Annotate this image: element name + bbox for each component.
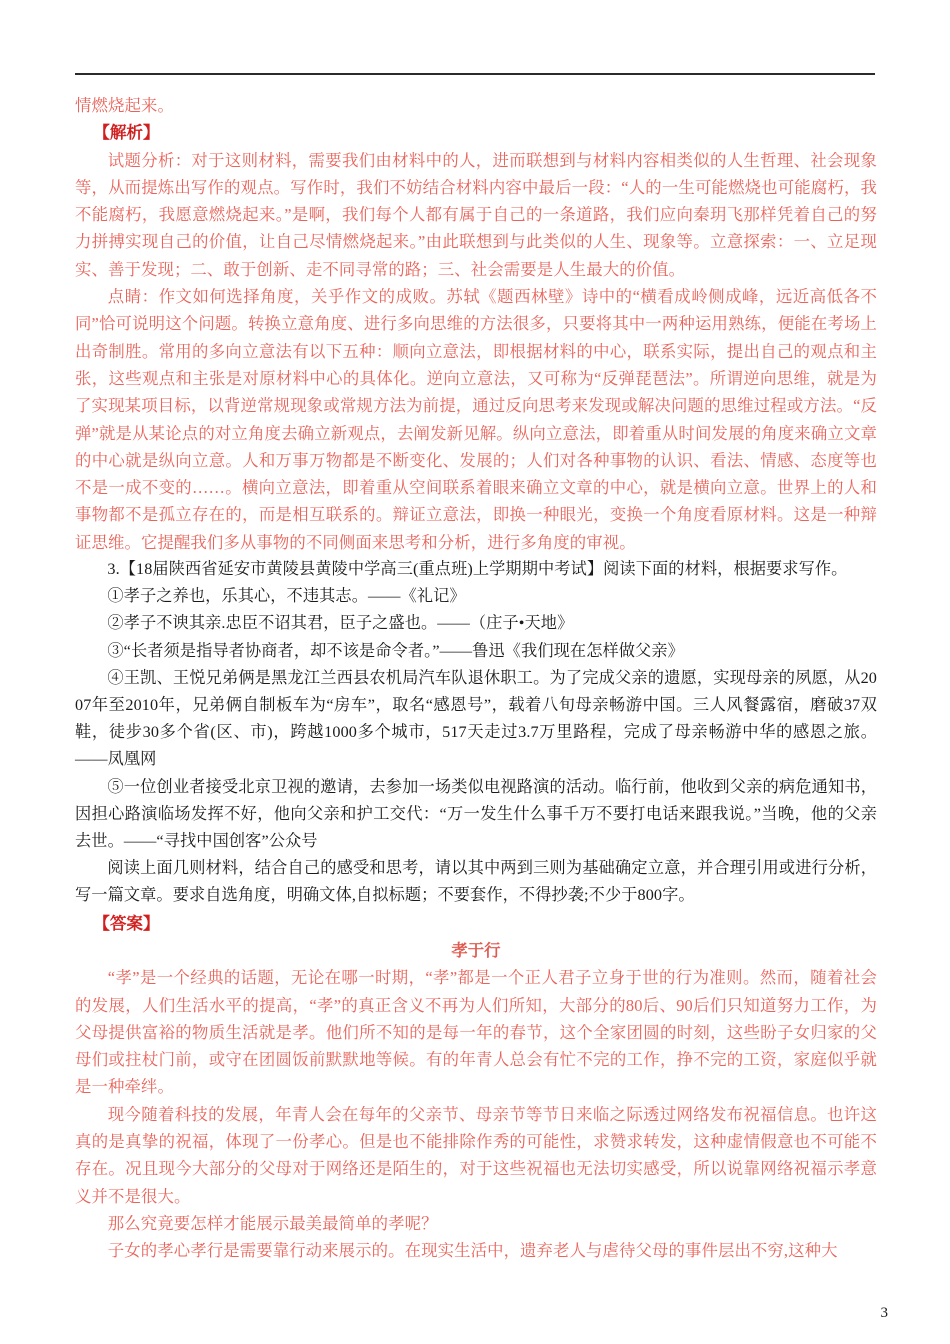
essay-paragraph-4: 子女的孝心孝行是需要靠行动来展示的。在现实生活中，遗弃老人与虐待父母的事件层出不穷,这种大	[107, 1241, 838, 1261]
essay-paragraph-3: 那么究竟要怎样才能展示最美最简单的孝呢？	[107, 1213, 438, 1233]
material-item-4: ④王凯、王悦兄弟俩是黑龙江兰西县农机局汽车队退休职工。为了完成父亲的遗愿，实现母亲的夙愿，从2007年至2010年，兄弟俩自制板车为“房车”，取名“感恩号”，载着八旬母亲畅游中国。三人风餐露宿，磨破37双鞋，徒步30多个省(区、市)，跨越1000多个城市，517天走过3.7万里路程，完成了母亲畅游中华的感恩之旅。——凤凰网	[75, 668, 877, 769]
question-stem: 3.【18届陕西省延安市黄陵县黄陵中学高三(重点班)上学期期中考试】阅读下面的材料，根据要求写作。	[107, 560, 848, 579]
requirement-paragraph: 阅读上面几则材料，结合自己的感受和思考，请以其中两到三则为基础确定立意，并合理引用或进行分析，写一篇文章。要求自选角度，明确文体,自拟标题；不要套作，不得抄袭;不少于800字。	[75, 859, 877, 905]
continuation-line: 情燃烧起来。	[75, 96, 174, 115]
material-item-3: ③“长者须是指导者协商者，却不该是命令者。”——鲁迅《我们现在怎样做父亲》	[107, 641, 684, 660]
material-item-1: ①孝子之养也，乐其心，不违其志。——《礼记》	[107, 587, 466, 606]
answer-tag: 【答案】	[93, 913, 160, 933]
essay-title: 孝于行	[451, 940, 501, 960]
page-content	[75, 92, 877, 1265]
dianjing-paragraph: 点睛：作文如何选择角度，关乎作文的成败。苏轼《题西林壁》诗中的“横看成岭侧成峰，远近高低各不同”恰可说明这个问题。转换立意角度、进行多向思维的方法很多，只要将其中一两种运用熟练，便能在考场上出奇制胜。常用的多向立意法有以下五种：顺向立意法，即根据材料的中心，联系实际，提出自己的观点和主张，这些观点和主张是对原材料中心的具体化。逆向立意法，又可称为“反弹琵琶法”。所谓逆向思维，就是为了实现某项目标，以背逆常规现象或常规方法为前提，通过反向思考来发现或解决问题的思维过程或方法。“反弹”就是从某论点的对立角度去确立新观点，去阐发新见解。纵向立意法，即着重从时间发展的角度来确立文章的中心就是纵向立意。人和万事万物都是不断变化、发展的；人们对各种事物的认识、看法、情感、态度等也不是一成不变的……。横向立意法，即着重从空间联系着眼来确立文章的中心，就是横向立意。世界上的人和事物都不是孤立存在的，而是相互联系的。辩证立意法，即换一种眼光，变换一个角度看原材料。这是一种辩证思维。它提醒我们多从事物的不同侧面来思考和分析，进行多角度的审视。	[75, 287, 877, 552]
page-number: 3	[880, 1305, 888, 1321]
header-divider-rule	[75, 73, 875, 75]
analysis-tag: 【解析】	[93, 123, 160, 143]
essay-paragraph-1: “孝”是一个经典的话题，无论在哪一时期，“孝”都是一个正人君子立身于世的行为准则。然而，随着社会的发展，人们生活水平的提高，“孝”的真正含义不再为人们所知，大部分的80后、90后们只知道努力工作，为父母提供富裕的物质生活就是孝。他们所不知的是每一年的春节，这个全家团圆的时刻，这些盼子女归家的父母们或拄杖门前，或守在团圆饭前默默地等候。有的年青人总会有忙不完的工作，挣不完的工资，家庭似乎就是一种牵绊。	[75, 968, 877, 1097]
analysis-paragraph: 试题分析：对于这则材料，需要我们由材料中的人，进而联想到与材料内容相类似的人生哲理、社会现象等，从而提炼出写作的观点。写作时，我们不妨结合材料内容中最后一段：“人的一生可能燃烧也可能腐朽，我不能腐朽，我愿意燃烧起来。”是啊，我们每个人都有属于自己的一条道路，我们应向秦玥飞那样凭着自己的努力拼搏实现自己的价值，让自己尽情燃烧起来。”由此联想到与此类似的人生、现象等。立意探索：一、立足现实、善于发现；二、敢于创新、走不同寻常的路；三、社会需要是人生最大的价值。	[75, 150, 877, 279]
material-item-2: ②孝子不谀其亲.忠臣不诏其君，臣子之盛也。——（庄子•天地》	[107, 614, 574, 633]
essay-paragraph-2: 现今随着科技的发展，年青人会在每年的父亲节、母亲节等节日来临之际透过网络发布祝福信息。也许这真的是真挚的祝福，体现了一份孝心。但是也不能排除作秀的可能性，求赞求转发，这种虚情假意也不可能不存在。况且现今大部分的父母对于网络还是陌生的，对于这些祝福也无法切实感受，所以说靠网络祝福示孝意义并不是很大。	[75, 1104, 877, 1206]
material-item-5: ⑤一位创业者接受北京卫视的邀请，去参加一场类似电视路演的活动。临行前，他收到父亲的病危通知书，因担心路演临场发挥不好，他向父亲和护工交代：“万一发生什么事千万不要打电话来跟我说。”当晚，他的父亲去世。——“寻找中国创客”公众号	[75, 777, 877, 851]
